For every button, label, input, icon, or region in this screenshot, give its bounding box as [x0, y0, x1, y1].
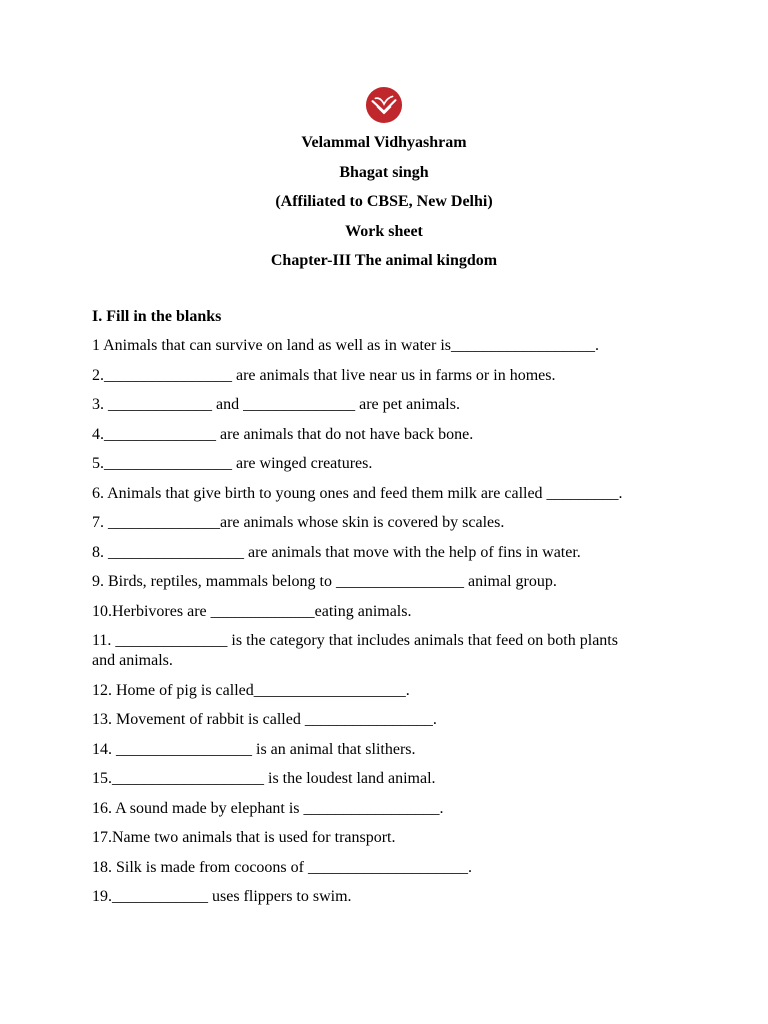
question-item: 10.Herbivores are _____________eating animals. — [92, 602, 412, 620]
question-item: 14. _________________ is an animal that slithers. — [92, 740, 416, 758]
question-item: 6. Animals that give birth to young ones and feed them milk are called _________. — [92, 484, 623, 502]
question-item: 3. _____________ and ______________ are pet animals. — [92, 396, 460, 413]
question-item: 17.Name two animals that is used for transport. — [92, 829, 396, 846]
question-item: 5.________________ are winged creatures. — [92, 455, 373, 472]
question-item: 8. _________________ are animals that move with the help of fins in water. — [92, 543, 581, 561]
question-list — [92, 336, 692, 917]
question-item: 19.____________ uses flippers to swim. — [92, 888, 352, 905]
question-item: 12. Home of pig is called___________________. — [92, 681, 410, 699]
document-type: Work sheet — [345, 222, 423, 240]
question-item: 11. ______________ is the category that includes animals that feed on both plants and animals. — [92, 632, 622, 669]
question-item: 7. ______________are animals whose skin is covered by scales. — [92, 514, 505, 531]
question-item: 2.________________ are animals that live near us in farms or in homes. — [92, 366, 556, 384]
affiliation: (Affiliated to CBSE, New Delhi) — [275, 193, 493, 210]
question-item: 15.___________________ is the loudest land animal. — [92, 770, 436, 787]
school-name: Velammal Vidhyashram — [301, 134, 467, 151]
section-title: I. Fill in the blanks — [92, 308, 222, 325]
question-item: 9. Birds, reptiles, mammals belong to ________________ animal group. — [92, 573, 557, 590]
school-emblem-icon — [365, 86, 403, 124]
question-item: 4.______________ are animals that do not have back bone. — [92, 425, 474, 443]
question-item: 1 Animals that can survive on land as well as in water is__________________. — [92, 337, 600, 354]
chapter-title: Chapter-III The animal kingdom — [270, 252, 498, 269]
worksheet-header — [0, 128, 768, 276]
question-item: 18. Silk is made from cocoons of ____________________. — [92, 858, 472, 876]
question-item: 13. Movement of rabbit is called ________________. — [92, 711, 437, 728]
school-branch: Bhagat singh — [339, 163, 429, 181]
question-item: 16. A sound made by elephant is _________________. — [92, 799, 444, 817]
